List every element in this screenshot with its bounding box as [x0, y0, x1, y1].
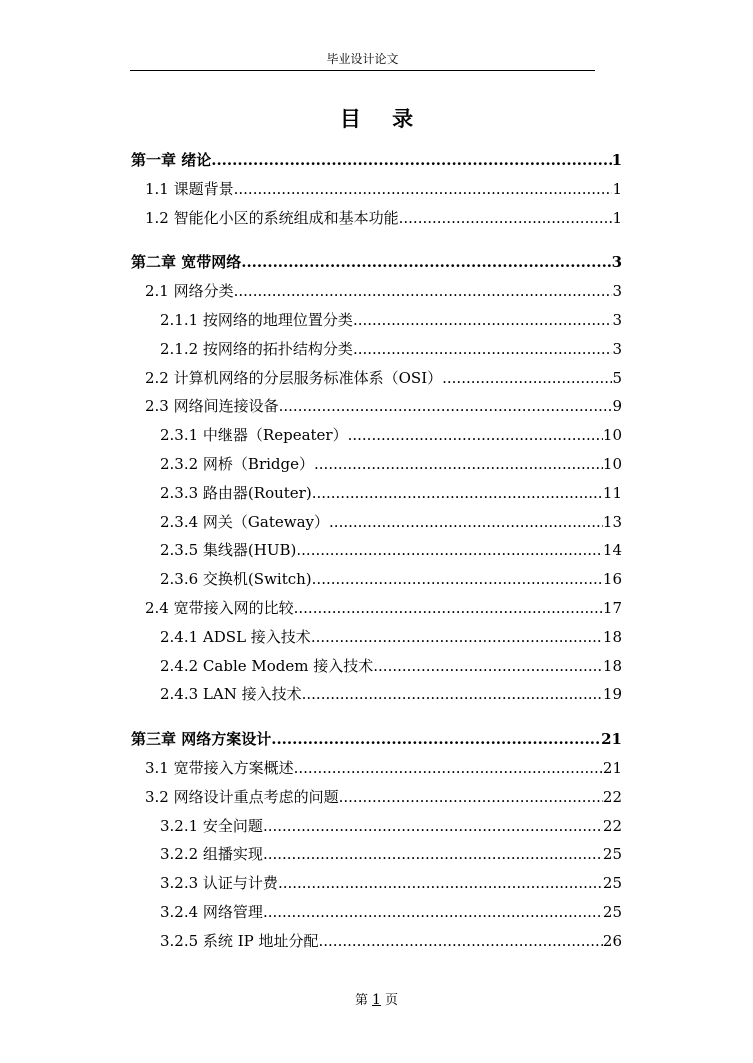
toc-section-entry[interactable]: [131, 306, 622, 335]
toc-entry-page: 25: [602, 902, 622, 921]
toc-leader-dots: [211, 146, 611, 175]
toc-entry-label: 2.3.2 网桥（Bridge）: [160, 454, 315, 473]
toc-entry-label: 2.3.3 路由器(Router): [160, 483, 312, 502]
toc-entry-page: 13: [602, 512, 622, 531]
toc-chapter-entry[interactable]: [131, 248, 622, 277]
toc-entry-page: 25: [602, 845, 622, 864]
toc-leader-dots: [234, 175, 613, 204]
toc-section-entry[interactable]: [131, 508, 622, 537]
toc-chapter-entry[interactable]: [131, 146, 622, 175]
toc-section-entry[interactable]: [131, 652, 622, 681]
toc-leader-dots: [302, 680, 603, 709]
toc-entry-page: 1: [611, 151, 622, 169]
toc-entry-page: 9: [612, 397, 622, 416]
page-footer: [0, 990, 753, 1011]
toc-entry-label: 2.1.2 按网络的拓扑结构分类: [160, 339, 353, 358]
toc-entry-page: 11: [602, 483, 622, 502]
toc-entry-label: 第二章 宽带网络: [131, 253, 242, 272]
toc-leader-dots: [442, 364, 612, 393]
toc-entry-label: 3.2.5 系统 IP 地址分配: [160, 931, 319, 950]
toc-leader-dots: [294, 594, 603, 623]
toc-section-entry[interactable]: [131, 450, 622, 479]
toc-entry-page: 17: [602, 598, 622, 617]
toc-entry-label: 2.3.5 集线器(HUB): [160, 541, 297, 560]
toc-section-entry[interactable]: [131, 335, 622, 364]
toc-section-entry[interactable]: [131, 898, 622, 927]
toc-entry-page: 18: [602, 656, 622, 675]
toc-section-entry[interactable]: [131, 783, 622, 812]
toc-entry-label: 3.2.4 网络管理: [160, 902, 263, 921]
toc-entry-label: 3.2.1 安全问题: [160, 816, 263, 835]
toc-entry-label: 2.3 网络间连接设备: [145, 397, 279, 416]
toc-entry-page: 3: [612, 339, 622, 358]
footer-page-number: 1: [372, 992, 381, 1008]
footer-prefix: 第: [355, 993, 369, 1008]
toc-entry-label: 2.4.2 Cable Modem 接入技术: [160, 656, 374, 675]
toc-section-entry[interactable]: [131, 623, 622, 652]
toc-entry-page: 22: [602, 816, 622, 835]
toc-leader-dots: [263, 812, 603, 841]
toc-entry-page: 1: [612, 179, 622, 198]
toc-leader-dots: [353, 335, 613, 364]
toc-leader-dots: [271, 725, 601, 754]
toc-section-entry[interactable]: [131, 565, 622, 594]
toc-section-entry[interactable]: [131, 594, 622, 623]
toc-leader-dots: [263, 840, 603, 869]
toc-entry-label: 2.1 网络分类: [145, 282, 234, 301]
toc-entry-label: 1.2 智能化小区的系统组成和基本功能: [145, 208, 399, 227]
toc-leader-dots: [329, 508, 603, 537]
toc-section-entry[interactable]: [131, 927, 622, 956]
toc-entry-page: 16: [602, 570, 622, 589]
toc-leader-dots: [348, 421, 603, 450]
toc-leader-dots: [278, 869, 603, 898]
toc-entry-label: 2.4.1 ADSL 接入技术: [160, 627, 311, 646]
toc-entry-label: 1.1 课题背景: [145, 179, 234, 198]
toc-entry-page: 26: [602, 931, 622, 950]
toc-section-entry[interactable]: [131, 277, 622, 306]
toc-section-entry[interactable]: [131, 680, 622, 709]
toc-section-entry[interactable]: [131, 204, 622, 233]
toc-entry-label: 3.2 网络设计重点考虑的问题: [145, 787, 339, 806]
toc-leader-dots: [353, 306, 613, 335]
toc-section-entry[interactable]: [131, 869, 622, 898]
toc-entry-label: 3.2.3 认证与计费: [160, 874, 278, 893]
footer-suffix: 页: [384, 993, 398, 1008]
toc-entry-label: 2.4.3 LAN 接入技术: [160, 685, 302, 704]
toc-entry-page: 21: [601, 730, 622, 749]
toc-leader-dots: [263, 898, 603, 927]
toc-leader-dots: [296, 536, 603, 565]
table-of-contents: [131, 146, 622, 956]
toc-entry-label: 3.1 宽带接入方案概述: [145, 758, 294, 777]
toc-leader-dots: [311, 623, 603, 652]
toc-entry-page: 10: [602, 454, 622, 473]
toc-leader-dots: [312, 565, 603, 594]
toc-entry-label: 2.1.1 按网络的地理位置分类: [160, 310, 353, 329]
toc-section-entry[interactable]: [131, 812, 622, 841]
toc-section-entry[interactable]: [131, 392, 622, 421]
toc-entry-page: 1: [612, 208, 622, 227]
toc-entry-label: 3.2.2 组播实现: [160, 845, 263, 864]
toc-entry-label: 第一章 绪论: [131, 151, 212, 169]
toc-section-entry[interactable]: [131, 421, 622, 450]
toc-entry-page: 18: [602, 627, 622, 646]
toc-leader-dots: [373, 652, 603, 681]
toc-section-entry[interactable]: [131, 479, 622, 508]
toc-leader-dots: [294, 754, 603, 783]
toc-entry-page: 5: [612, 368, 622, 387]
toc-entry-page: 10: [602, 426, 622, 445]
toc-entry-page: 21: [602, 758, 622, 777]
toc-leader-dots: [279, 392, 613, 421]
page-header: 毕业设计论文: [326, 52, 399, 66]
toc-entry-label: 2.4 宽带接入网的比较: [145, 598, 294, 617]
toc-entry-page: 22: [602, 787, 622, 806]
toc-leader-dots: [314, 450, 603, 479]
toc-entry-label: 2.3.1 中继器（Repeater）: [160, 426, 348, 445]
toc-entry-label: 第三章 网络方案设计: [131, 730, 272, 749]
toc-leader-dots: [339, 783, 603, 812]
toc-title: 目 录: [339, 106, 426, 131]
header-rule: [130, 70, 595, 71]
toc-entry-page: 25: [602, 874, 622, 893]
toc-entry-page: 14: [602, 541, 622, 560]
toc-section-entry[interactable]: [131, 840, 622, 869]
toc-entry-page: 19: [602, 685, 622, 704]
toc-entry-label: 2.3.4 网关（Gateway）: [160, 512, 330, 531]
toc-leader-dots: [399, 204, 613, 233]
toc-leader-dots: [241, 248, 611, 277]
toc-entry-label: 2.3.6 交换机(Switch): [160, 570, 312, 589]
toc-section-entry[interactable]: [131, 536, 622, 565]
toc-section-entry[interactable]: [131, 754, 622, 783]
toc-leader-dots: [234, 277, 613, 306]
toc-entry-label: 2.2 计算机网络的分层服务标准体系（OSI）: [145, 368, 443, 387]
toc-leader-dots: [312, 479, 603, 508]
toc-section-entry[interactable]: [131, 364, 622, 393]
toc-entry-page: 3: [612, 310, 622, 329]
toc-chapter-entry[interactable]: [131, 725, 622, 754]
toc-section-entry[interactable]: [131, 175, 622, 204]
toc-entry-page: 3: [611, 253, 622, 272]
toc-entry-page: 3: [612, 282, 622, 301]
toc-leader-dots: [319, 927, 603, 956]
